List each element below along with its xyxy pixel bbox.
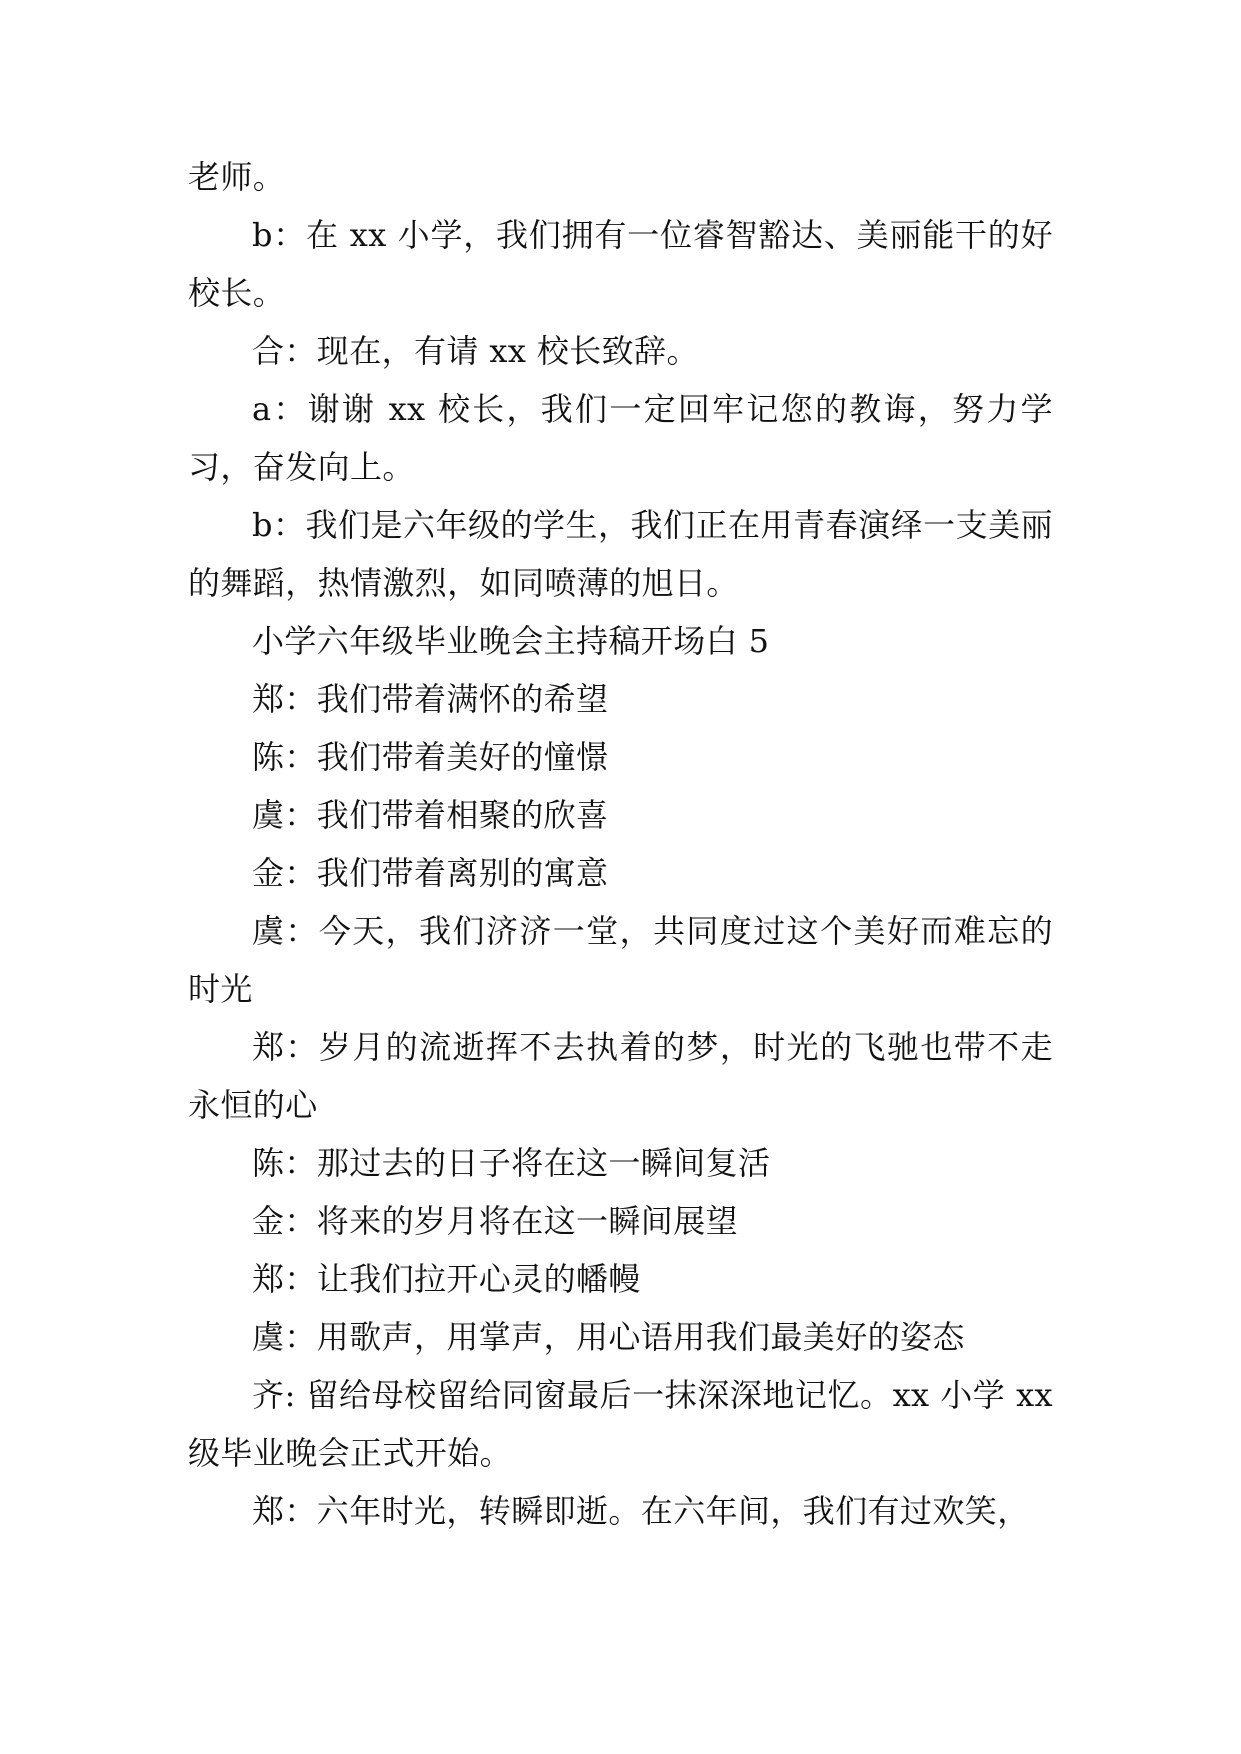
paragraph: b：我们是六年级的学生，我们正在用青春演绎一支美丽的舞蹈，热情激烈，如同喷薄的旭日。 — [188, 506, 1053, 602]
paragraph: b：在 xx 小学，我们拥有一位睿智豁达、美丽能干的好校长。 — [188, 216, 1053, 312]
paragraph: 虞：用歌声，用掌声，用心语用我们最美好的姿态 — [252, 1318, 965, 1356]
paragraph: 陈：那过去的日子将在这一瞬间复活 — [252, 1144, 771, 1182]
paragraph: 虞：今天，我们济济一堂，共同度过这个美好而难忘的时光 — [188, 912, 1053, 1008]
paragraph: 郑：我们带着满怀的希望 — [252, 680, 609, 718]
paragraph: 虞：我们带着相聚的欣喜 — [252, 796, 609, 834]
paragraph: 郑：岁月的流逝挥不去执着的梦，时光的飞驰也带不走永恒的心 — [188, 1028, 1053, 1124]
paragraph: 郑：让我们拉开心灵的幡幔 — [252, 1260, 641, 1298]
paragraph: 陈：我们带着美好的憧憬 — [252, 738, 609, 776]
paragraph: 金：我们带着离别的寓意 — [252, 854, 609, 892]
paragraph: 老师。 — [188, 158, 286, 196]
paragraph: 齐: 留给母校留给同窗最后一抹深深地记忆。xx 小学 xx 级毕业晚会正式开始。 — [188, 1376, 1053, 1472]
paragraph: 金：将来的岁月将在这一瞬间展望 — [252, 1202, 739, 1240]
paragraph: a：谢谢 xx 校长，我们一定回牢记您的教诲，努力学习，奋发向上。 — [188, 390, 1053, 486]
paragraph: 郑：六年时光，转瞬即逝。在六年间，我们有过欢笑， — [252, 1492, 1030, 1530]
document-body — [188, 148, 1053, 1540]
paragraph: 合：现在，有请 xx 校长致辞。 — [252, 332, 699, 370]
section-heading: 小学六年级毕业晚会主持稿开场白 5 — [252, 622, 770, 660]
